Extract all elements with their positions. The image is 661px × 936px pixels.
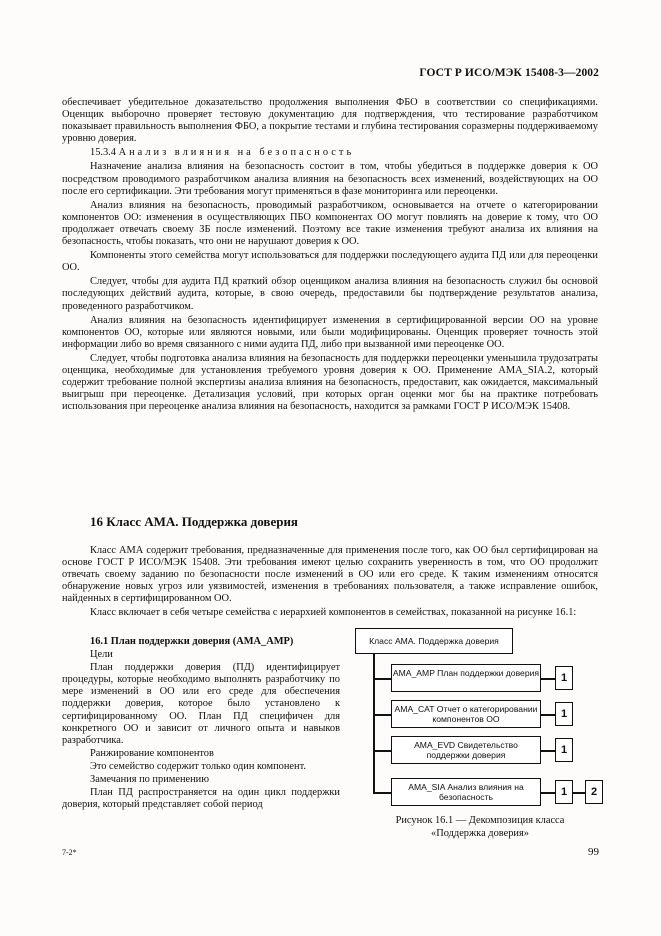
label: Ранжирование компонентов [90,747,214,759]
section-heading: 16 Класс АМА. Поддержка доверия [90,514,298,529]
component-box [555,666,573,690]
paragraph: Следует, чтобы подготовка анализа влияния на безопасность для поддержки переоценки уменьшила трудозатраты оценщика, необходимые для установления требуемого уровня доверия к ОО. Применение AMA_SIA.2, который содержит требование полной экспертизы анализа влияния на безопасность, предоставит, как ожидается, максимальный выигрыш при переоценке. Детализация условий, при которых орган оценки мог бы на практике потребовать использования при переоценке анализа влияния на безопасность, находится за рамками ГОСТ Р ИСО/МЭК 15408. [62,352,598,413]
main-text [62,97,598,415]
subsection-heading: 16.1 План поддержки доверия (AMA_AMP) [90,636,294,647]
connector-line [373,678,391,680]
connector-line [541,714,555,716]
paragraph: обеспечивает убедительное доказательство продолжения выполнения ФБО в соответствии со спецификациями. Оценщик выборочно проверяет тестовую документацию для подтверждения, что тестирование разработчиком показывает правильность выполнения ФБО, а покрытие тестами и глубина тестирования соразмерны поддерживаемому уровню доверия. [62,97,598,145]
paragraph: Следует, чтобы для аудита ПД краткий обзор оценщиком анализа влияния на безопасность служил бы основой последующих действий аудита, которые, в свою очередь, предоставили бы подтверждение результатов анализа, проведенного разработчиком. [62,276,598,312]
paragraph: Анализ влияния на безопасность, проводимый разработчиком, основывается на отчете о категорировании компонентов ОО: изменения в осуществляющих ПБО компонентах ОО могут повлиять на доверие к тому, что ОО продолжает отвечать своему ЗБ после изменений. Поэтому все такие изменения требуют анализа их влияния на безопасность, чтобы показать, что они не нарушают доверия к ОО. [62,199,598,248]
footer-mark: 7-2* [62,848,77,857]
family-box-amp [391,664,541,692]
diagram-root-label: Класс АМА. Поддержка доверия [369,636,499,646]
family-label: AMA_AMP План поддержки доверия [392,668,540,678]
family-box-cat [391,700,541,728]
component-box [585,780,603,804]
connector-line [373,750,391,752]
subsection-heading [62,147,598,159]
family-box-sia [391,778,541,806]
connector-line [541,750,555,752]
component-box [555,702,573,726]
component-number: 1 [560,786,568,798]
page-number: 99 [588,846,599,858]
paragraph: Компоненты этого семейства могут использоваться для поддержки последующего аудита ПД или для переоценки ОО. [62,250,598,274]
left-column [62,636,340,812]
connector-line [541,792,555,794]
decomposition-diagram [355,626,605,806]
paragraph: Это семейство содержит только один компонент. [90,760,306,772]
subsection-title: Анализ влияния на безопасность [118,147,355,159]
connector-line [541,678,555,680]
component-number: 1 [560,744,568,756]
family-label: AMA_CAT Отчет о категорировании компонентов ОО [394,704,538,724]
family-box-evd [391,736,541,764]
family-label: AMA_SIA Анализ влияния на безопасность [408,782,524,802]
connector-line [573,792,585,794]
diagram-root-box [355,628,513,654]
paragraph: Назначение анализа влияния на безопасность состоит в том, чтобы убедиться в поддержке доверия к ОО посредством проводимого разработчиком анализа влияния на безопасность всех изменений, воздействующих на ОО после его сертификации. Эти требования могут применяться в фазе мониторинга или переоценки. [62,161,598,197]
paragraph: Класс АМА содержит требования, предназначенные для применения после того, как ОО был сертифицирован на основе ГОСТ Р ИСО/МЭК 15408. Эти требования имеют целью сохранить уверенность в том, что ОО продолжит отвечать своему заданию по безопасности после изменений в ОО или его среде. К таким изменениям относятся обнаружение новых угроз или уязвимостей, изменения в требованиях пользователя, а также исправление ошибок, найденных в сертифицированном ОО. [62,545,598,605]
label: Замечания по применению [90,774,209,786]
subsection-number: 15.3.4 [90,147,116,159]
figure-caption: Рисунок 16.1 — Декомпозиция класса «Поддержка доверия» [395,815,565,839]
paragraph: Класс включает в себя четыре семейства с иерархией компонентов в семействах, показанной на рисунке 16.1: [90,607,577,619]
running-header: ГОСТ Р ИСО/МЭК 15408-3—2002 [419,67,599,79]
connector-line [373,714,391,716]
component-box [555,780,573,804]
component-number: 2 [590,786,598,798]
component-box [555,738,573,762]
connector-line [373,792,391,794]
connector-line [373,654,375,793]
section-text [62,545,598,622]
label: Цели [90,649,113,661]
paragraph: План поддержки доверия (ПД) идентифицирует процедуры, которые необходимо выполнять разработчику по мере изменений в ОО или его среде для обеспечения поддержки доверия, которое было установлено к сертифицированному ОО. План ПД специфичен для конкретного ОО и зависит от личного опыта и навыков разработчика. [62,662,340,746]
paragraph: Анализ влияния на безопасность идентифицирует изменения в сертифицированной версии ОО на уровне компонентов ОО, которые или являются новыми, или были модифицированы. Оценщик проверяет точность этой информации либо во время связанного с ними аудита ПД, либо при вызванной ими переоценке ОО. [62,314,598,350]
component-number: 1 [560,708,568,720]
family-label: AMA_EVD Свидетельство поддержки доверия [414,740,518,760]
component-number: 1 [560,672,568,684]
paragraph: План ПД распространяется на один цикл поддержки доверия, который представляет собой период [62,787,340,811]
